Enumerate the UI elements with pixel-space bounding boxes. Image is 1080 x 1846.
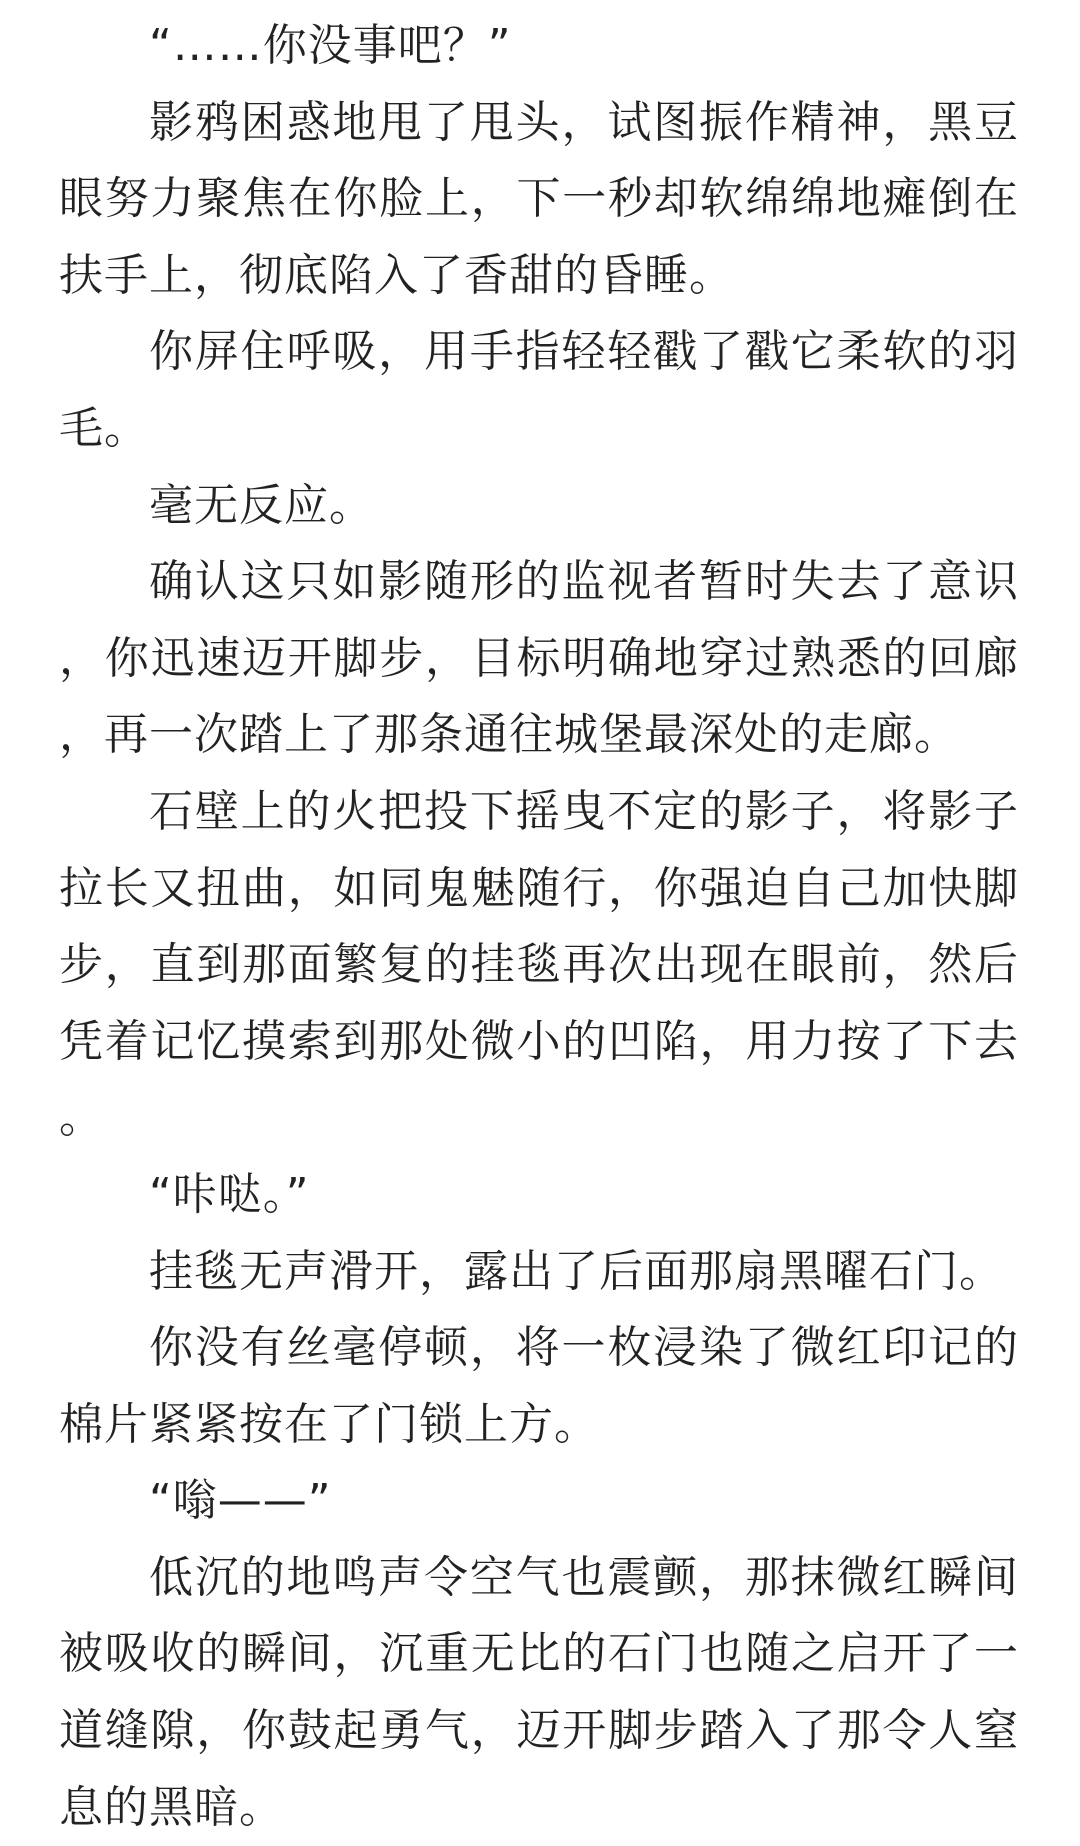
paragraph-5: 确认这只如影随形的监视者暂时失去了意识，你迅速迈开脚步，目标明确地穿过熟悉的回廊，再一次踏上了那条通往城堡最深处的走廊。 xyxy=(59,556,1019,761)
paragraph-10: “嗡——” xyxy=(149,1475,332,1527)
story-text xyxy=(59,8,1019,1846)
paragraph-4: 毫无反应。 xyxy=(149,479,374,531)
paragraph-7: “咔哒。” xyxy=(149,1168,310,1220)
paragraph-1: “……你没事吧？” xyxy=(149,20,512,71)
paragraph-6: 石壁上的火把投下摇曳不定的影子，将影子拉长又扭曲，如同鬼魅随行，你强迫自己加快脚步，直到那面繁复的挂毯再次出现在眼前，然后凭着记忆摸索到那处微小的凹陷，用力按了下去。 xyxy=(59,785,1019,1144)
paragraph-2: 影鸦困惑地甩了甩头，试图振作精神，黑豆眼努力聚焦在你脸上，下一秒却软绵绵地瘫倒在扶手上，彻底陷入了香甜的昏睡。 xyxy=(59,96,1019,301)
paragraph-9: 你没有丝毫停顿，将一枚浸染了微红印记的棉片紧紧按在了门锁上方。 xyxy=(59,1322,1019,1450)
paragraph-11: 低沉的地鸣声令空气也震颤，那抹微红瞬间被吸收的瞬间，沉重无比的石门也随之启开了一道缝隙，你鼓起勇气，迈开脚步踏入了那令人窒息的黑暗。 xyxy=(59,1551,1019,1833)
paragraph-8: 挂毯无声滑开，露出了后面那扇黑曜石门。 xyxy=(149,1245,1004,1297)
paragraph-3: 你屏住呼吸，用手指轻轻戳了戳它柔软的羽毛。 xyxy=(59,326,1019,454)
